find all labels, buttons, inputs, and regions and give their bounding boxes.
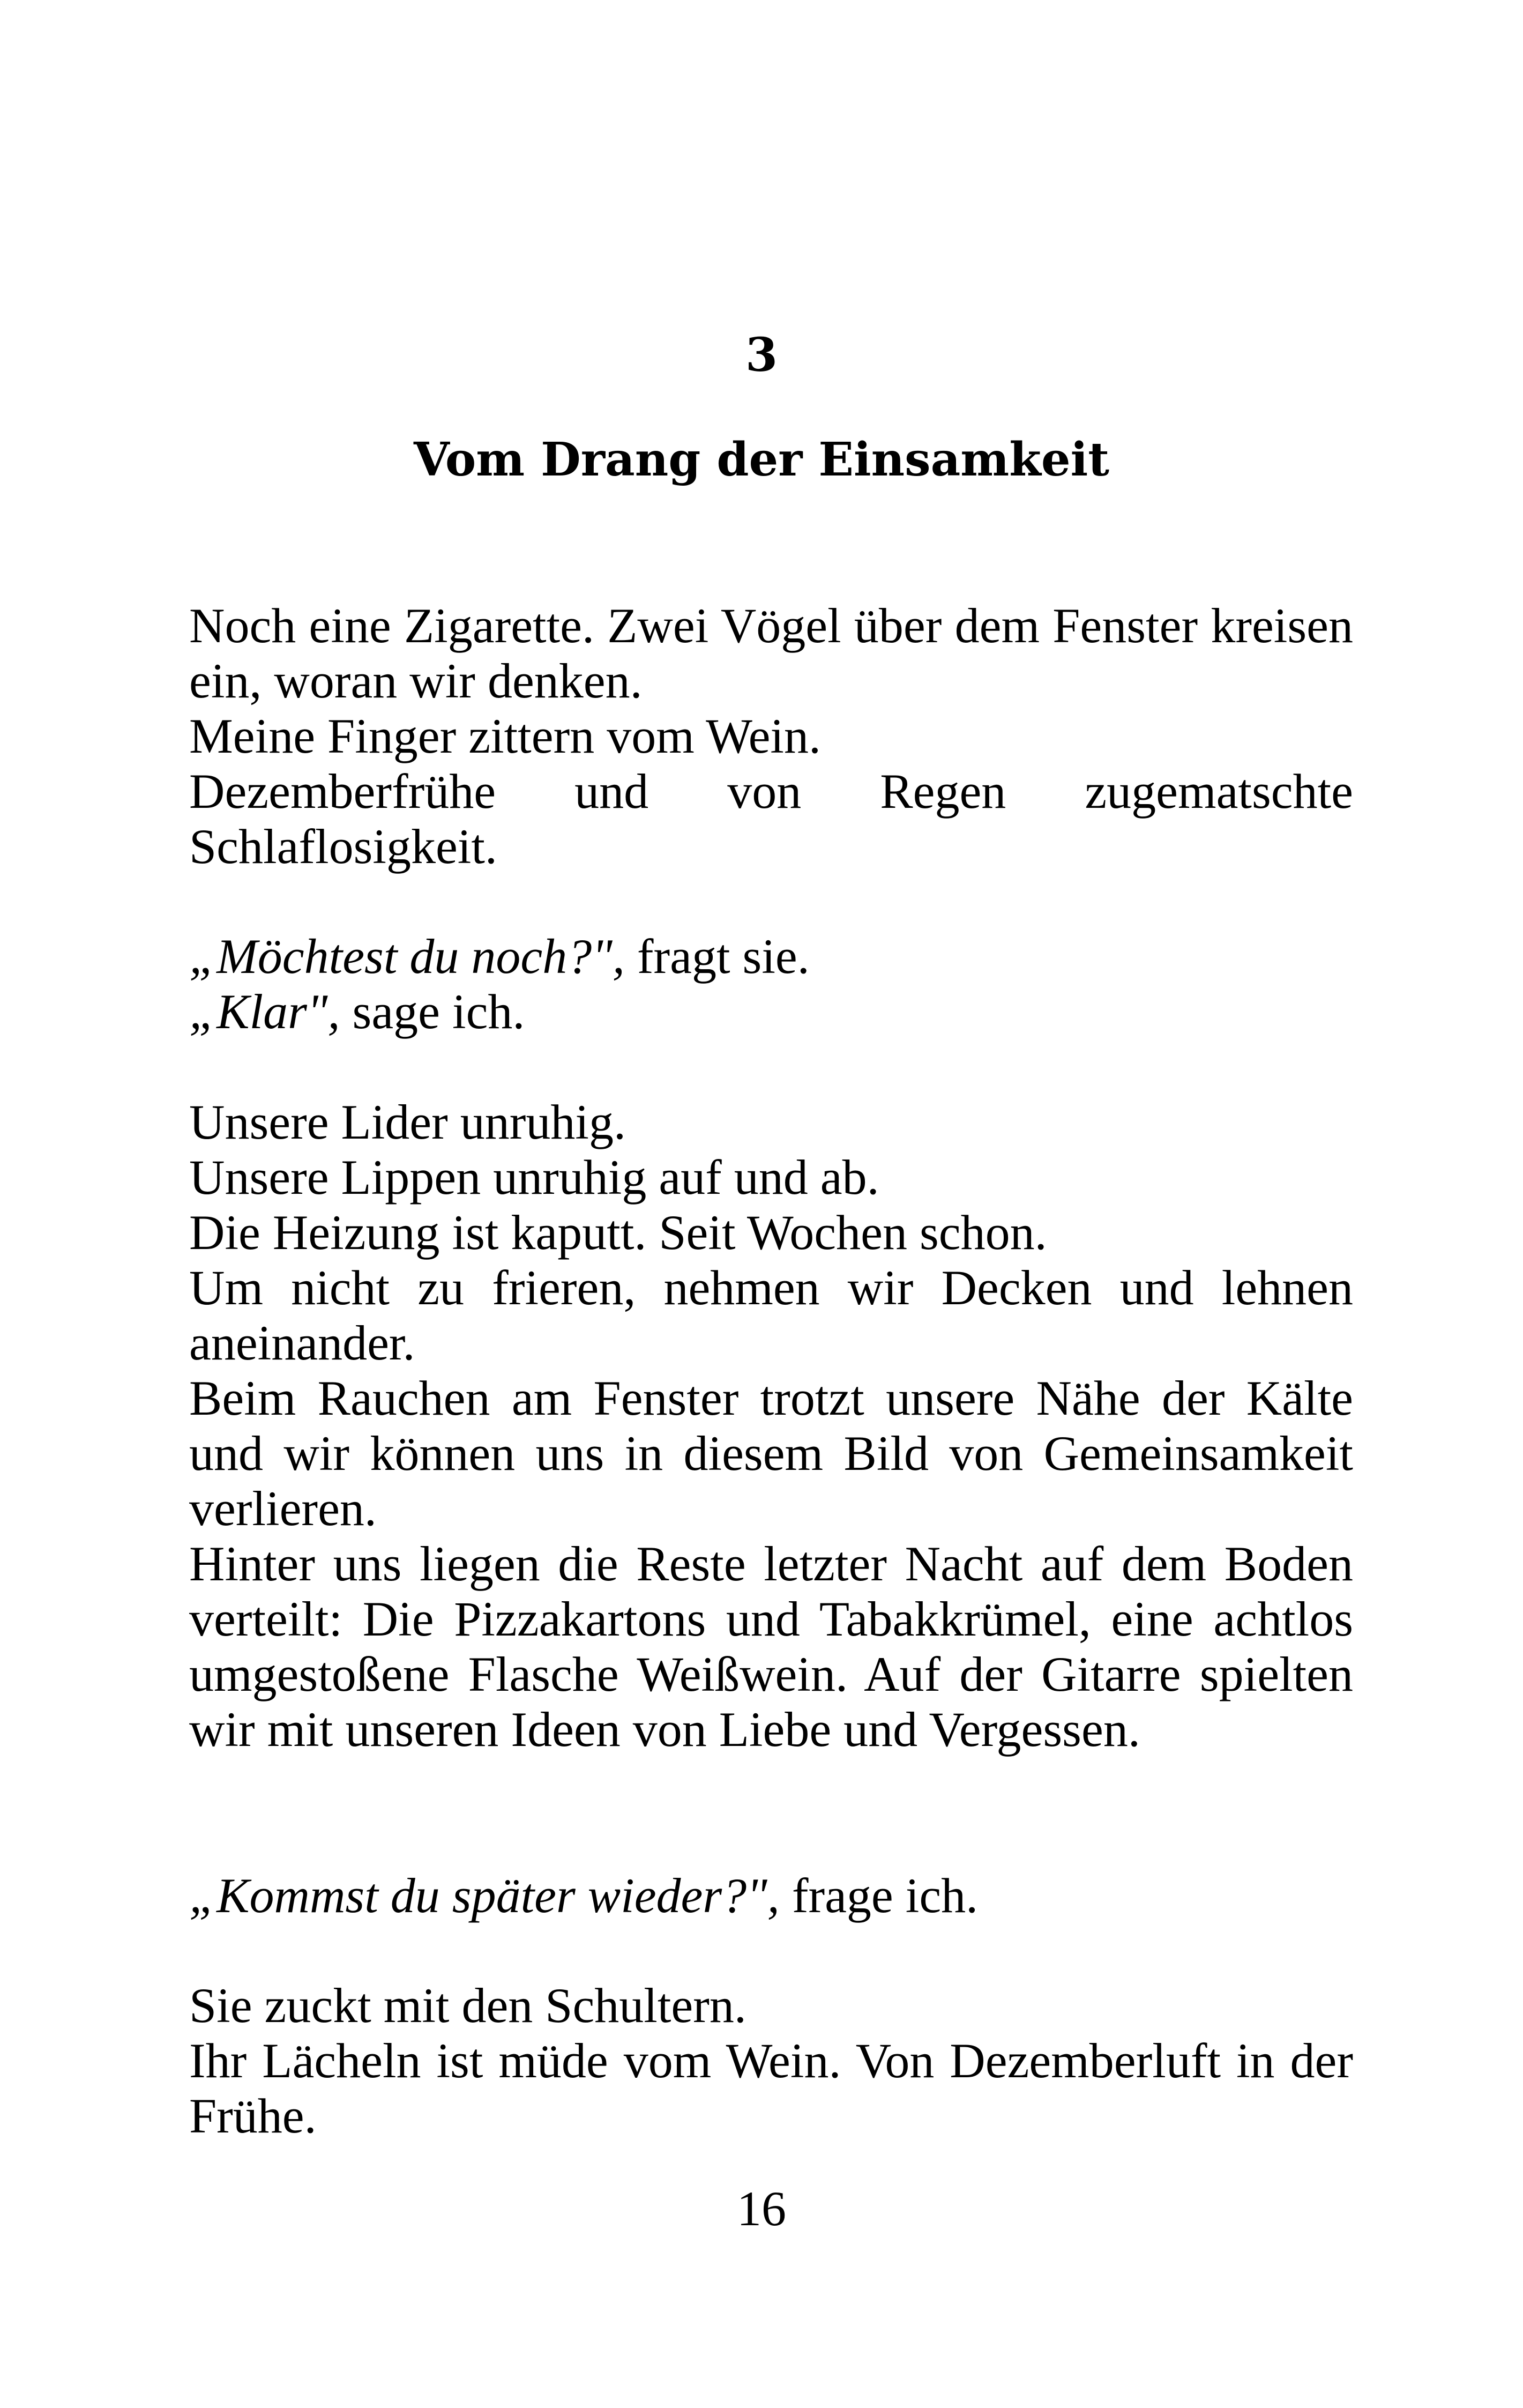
dialog-question-tag: fragt sie. xyxy=(624,929,810,984)
dialog-second xyxy=(189,1868,1353,1923)
dialog-later-line xyxy=(189,1868,1353,1923)
paragraph-blankets: Um nicht zu frieren, nehmen wir Decken und lehnen aneinander. xyxy=(189,1260,1353,1370)
dialog-first xyxy=(189,929,1353,1039)
stanza-middle xyxy=(189,1095,1353,1757)
paragraph-december: Dezemberfrühe und von Regen zugematschte Schlaflosigkeit. xyxy=(189,764,1353,874)
line-shrug: Sie zuckt mit den Schultern. xyxy=(189,1978,746,2033)
dialog-later-tag: frage ich. xyxy=(779,1868,979,1923)
stanza-opening xyxy=(189,598,1353,874)
dialog-later-speech: „Kommst du später wieder?", xyxy=(189,1868,780,1923)
paragraph-smile: Ihr Lächeln ist müde vom Wein. Von Dezemberluft in der Frühe. xyxy=(189,2033,1353,2143)
stanza-closing xyxy=(189,1978,1353,2144)
paragraph-remains: Hinter uns liegen die Reste letzter Nacht auf dem Boden verteilt: Die Pizzakartons und Tabakkrümel, eine achtlos umgestoßene Flasche Weißwein. Auf der Gitarre spielten wir mit unseren Ideen von Liebe und Vergessen. xyxy=(189,1536,1353,1757)
line-fingers: Meine Finger zittern vom Wein. xyxy=(189,709,821,763)
dialog-question-speech: „Möchtest du noch?", xyxy=(189,929,625,984)
dialog-question-line xyxy=(189,929,1353,984)
chapter-number: 3 xyxy=(745,328,778,382)
paragraph-cigarette: Noch eine Zigarette. Zwei Vögel über dem Fenster kreisen ein, woran wir denken. xyxy=(189,598,1353,708)
line-lids: Unsere Lider unruhig. xyxy=(189,1095,626,1149)
dialog-answer-speech: „Klar", xyxy=(189,984,340,1039)
paragraph-smoking: Beim Rauchen am Fenster trotzt unsere Nähe der Kälte und wir können uns in diesem Bild von Gemeinsamkeit verlieren. xyxy=(189,1371,1353,1536)
line-lips: Unsere Lippen unruhig auf und ab. xyxy=(189,1150,879,1205)
dialog-answer-tag: sage ich. xyxy=(340,984,525,1039)
chapter-title: Vom Drang der Einsamkeit xyxy=(413,433,1110,487)
line-heating: Die Heizung ist kaputt. Seit Wochen schon. xyxy=(189,1205,1047,1260)
dialog-answer-line xyxy=(189,984,1353,1039)
page-number: 16 xyxy=(737,2181,786,2236)
